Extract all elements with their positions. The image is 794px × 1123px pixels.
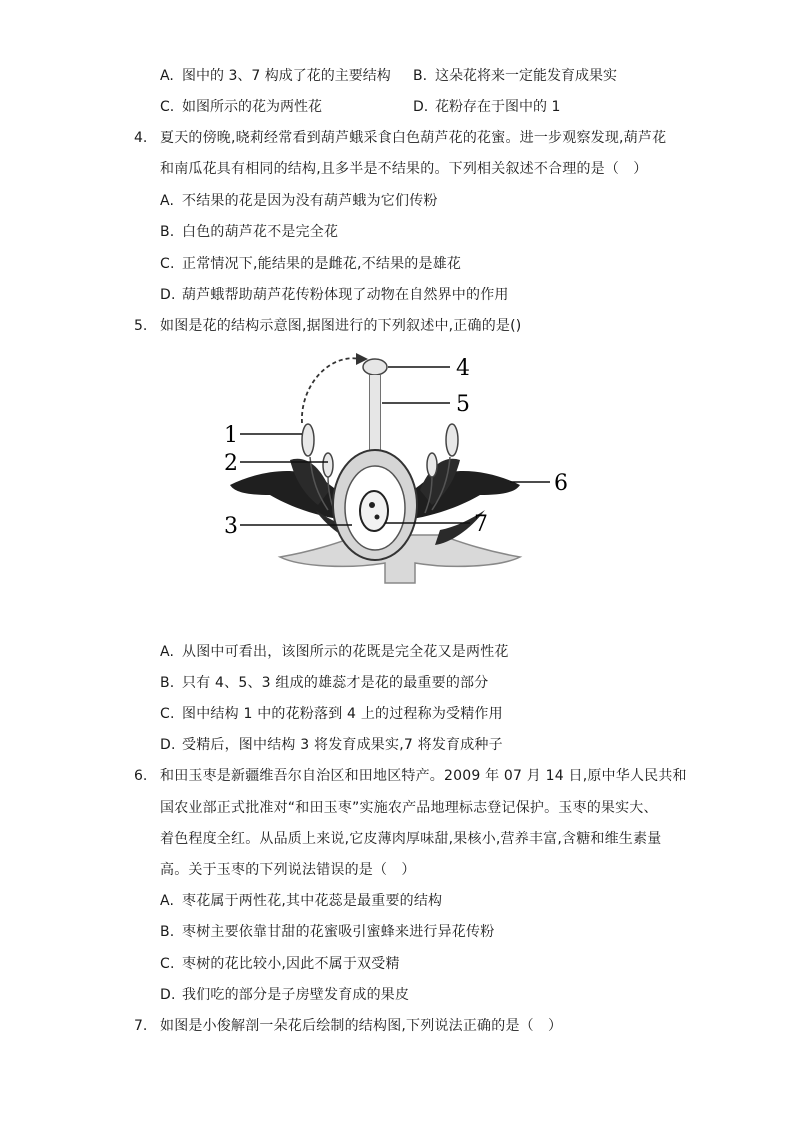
flower-structure-diagram — [210, 345, 590, 605]
q3-option-a: A. 图中的 3、7 构成了花的主要结构 — [160, 68, 391, 84]
q6-option-c: C. 枣树的花比较小,因此不属于双受精 — [160, 956, 400, 972]
q5-option-b: B. 只有 4、5、3 组成的雄蕊才是花的最重要的部分 — [160, 675, 489, 691]
q6-stem-line-4: 高。关于玉枣的下列说法错误的是（ ） — [160, 862, 416, 878]
ovule-shape — [360, 491, 388, 531]
figure-label-5: 5 — [456, 392, 470, 417]
q4-stem-line-1: 夏天的傍晚,晓莉经常看到葫芦蛾采食白色葫芦花的花蜜。进一步观察发现,葫芦花 — [160, 130, 667, 146]
q3-option-d: D. 花粉存在于图中的 1 — [413, 99, 561, 115]
q6-option-b: B. 枣树主要依靠甘甜的花蜜吸引蜜蜂来进行异花传粉 — [160, 924, 495, 940]
right-anther-2-shape — [427, 453, 437, 477]
q7-stem: 如图是小俊解剖一朵花后绘制的结构图,下列说法正确的是（ ） — [160, 1018, 563, 1034]
q4-option-c: C. 正常情况下,能结果的是雌花,不结果的是雄花 — [160, 256, 462, 272]
figure-label-4: 4 — [456, 356, 470, 381]
stigma-shape — [363, 359, 387, 375]
q3-option-c: C. 如图所示的花为两性花 — [160, 99, 322, 115]
figure-label-6: 6 — [554, 471, 568, 496]
q6-stem-line-3: 着色程度全红。从品质上来说,它皮薄肉厚味甜,果核小,营养丰富,含糖和维生素量 — [160, 831, 662, 847]
q3-option-b: B. 这朵花将来一定能发育成果实 — [413, 68, 617, 84]
figure-label-7: 7 — [474, 512, 488, 537]
right-petal-shape — [403, 471, 520, 520]
q4-stem-line-2: 和南瓜花具有相同的结构,且多半是不结果的。下列相关叙述不合理的是（ ） — [160, 161, 648, 177]
q4-option-d: D. 葫芦蛾帮助葫芦花传粉体现了动物在自然界中的作用 — [160, 287, 509, 303]
figure-label-2: 2 — [224, 451, 238, 476]
figure-label-1: 1 — [224, 423, 238, 448]
q6-number: 6. — [134, 768, 148, 784]
ovule-dot-1-shape — [369, 502, 375, 508]
left-anther-2-shape — [323, 453, 333, 477]
q5-option-d: D. 受精后，图中结构 3 将发育成果实,7 将发育成种子 — [160, 737, 503, 753]
q7-number: 7. — [134, 1018, 148, 1034]
pollination-arrow-path — [302, 358, 360, 423]
q5-option-c: C. 图中结构 1 中的花粉落到 4 上的过程称为受精作用 — [160, 706, 503, 722]
figure-label-3: 3 — [224, 514, 238, 539]
q5-stem: 如图是花的结构示意图,据图进行的下列叙述中,正确的是() — [160, 318, 522, 334]
q6-stem-line-1: 和田玉枣是新疆维吾尔自治区和田地区特产。2009 年 07 月 14 日,原中华人民共和 — [160, 768, 687, 784]
q6-stem-line-2: 国农业部正式批准对“和田玉枣”实施农产品地理标志登记保护。玉枣的果实大、 — [160, 800, 658, 816]
right-anther-shape — [446, 424, 458, 456]
q5-option-a: A. 从图中可看出，该图所示的花既是完全花又是两性花 — [160, 644, 509, 660]
q4-option-b: B. 白色的葫芦花不是完全花 — [160, 224, 339, 240]
q6-option-a: A. 枣花属于两性花,其中花蕊是最重要的结构 — [160, 893, 443, 909]
q6-option-d: D. 我们吃的部分是子房壁发育成的果皮 — [160, 987, 410, 1003]
q5-number: 5. — [134, 318, 148, 334]
ovule-dot-2-shape — [375, 515, 380, 520]
left-anther-shape — [302, 424, 314, 456]
style-fill-shape — [370, 375, 380, 450]
q4-option-a: A. 不结果的花是因为没有葫芦蛾为它们传粉 — [160, 193, 438, 209]
q4-number: 4. — [134, 130, 148, 146]
